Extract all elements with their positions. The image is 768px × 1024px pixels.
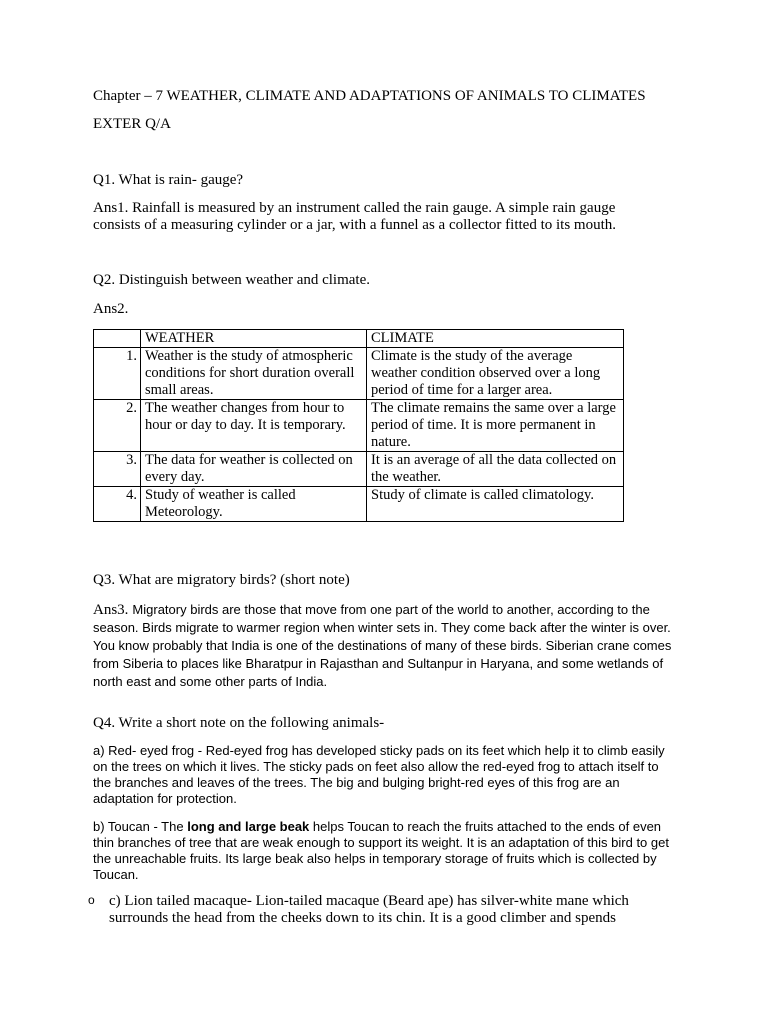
climate-cell: Climate is the study of the average weather condition observed over a long period of time for a larger area. [367, 348, 624, 400]
question-4: Q4. Write a short note on the following animals- [93, 715, 385, 731]
table-header-cell: CLIMATE [367, 330, 624, 348]
answer-3-label: Ans3. [93, 602, 129, 618]
item-a-label: a) Red- eyed frog - [93, 743, 203, 758]
item-b-bold-phrase: long and large beak [187, 819, 310, 834]
item-a-text: Red-eyed frog has developed sticky pads on its feet which help it to climb easily on the trees on which it lives. The sticky pads on feet also allow the red-eyed frog to attach itself to the branches and leaves of the trees. The big and bulging bright-red eyes of this frog are an adaptation for protection. [93, 743, 665, 806]
item-b-text: helps Toucan to reach the fruits attached to the ends of even thin branches of tree that are weak enough to support its weight. It is an adaptation of this bird to get the unreachable fruits. Its large beak also helps in temporary storage of fruits which is collected by Toucan. [93, 819, 669, 882]
table-row-number: 2. [94, 400, 141, 452]
table-row [94, 452, 624, 487]
answer-1: Ans1. Rainfall is measured by an instrument called the rain gauge. A simple rain gauge consists of a measuring cylinder or a jar, with a funnel as a collector fitted to its mouth. [93, 200, 617, 233]
question-3: Q3. What are migratory birds? (short note) [93, 572, 350, 588]
weather-cell: Weather is the study of atmospheric conditions for short duration overall small areas. [141, 348, 367, 400]
question-2: Q2. Distinguish between weather and climate. [93, 272, 371, 288]
weather-cell: The weather changes from hour to hour or day to day. It is temporary. [141, 400, 367, 452]
answer-3-text: Migratory birds are those that move from one part of the world to another, according to the season. Birds migrate to warmer region when winter sets in. They come back after the winter is over. You know probably that India is one of the destinations of many of these birds. Siberian crane comes from Siberia to places like Bharatpur in Rajasthan and Sultanpur in Haryana, and some wetlands of north east and some other parts of India. [93, 602, 672, 689]
table-row-number: 3. [94, 452, 141, 487]
table-row [94, 487, 624, 522]
weather-climate-table [93, 329, 624, 522]
answer-2-label: Ans2. [93, 301, 129, 317]
item-c-lion-tailed-macaque: c) Lion tailed macaque- Lion-tailed macaque (Beard ape) has silver-white mane which surrounds the head from the cheeks down to its chin. It is a good climber and spends [109, 893, 629, 926]
climate-cell: Study of climate is called climatology. [367, 487, 624, 522]
item-b-toucan [93, 819, 678, 883]
bullet-marker: o [88, 893, 95, 907]
item-a-red-eyed-frog [93, 743, 678, 807]
weather-cell: Study of weather is called Meteorology. [141, 487, 367, 522]
chapter-title: Chapter – 7 WEATHER, CLIMATE AND ADAPTATIONS OF ANIMALS TO CLIMATES [93, 88, 646, 104]
table-row [94, 400, 624, 452]
table-row-number: 1. [94, 348, 141, 400]
answer-3 [93, 601, 678, 691]
climate-cell: The climate remains the same over a large period of time. It is more permanent in nature. [367, 400, 624, 452]
table-row-number: 4. [94, 487, 141, 522]
weather-cell: The data for weather is collected on every day. [141, 452, 367, 487]
chapter-subtitle: EXTER Q/A [93, 116, 171, 132]
table-header-cell [94, 330, 141, 348]
question-1: Q1. What is rain- gauge? [93, 172, 244, 188]
table-header-row [94, 330, 624, 348]
table-row [94, 348, 624, 400]
table-header-cell: WEATHER [141, 330, 367, 348]
climate-cell: It is an average of all the data collected on the weather. [367, 452, 624, 487]
item-b-label: b) Toucan - The [93, 819, 184, 834]
